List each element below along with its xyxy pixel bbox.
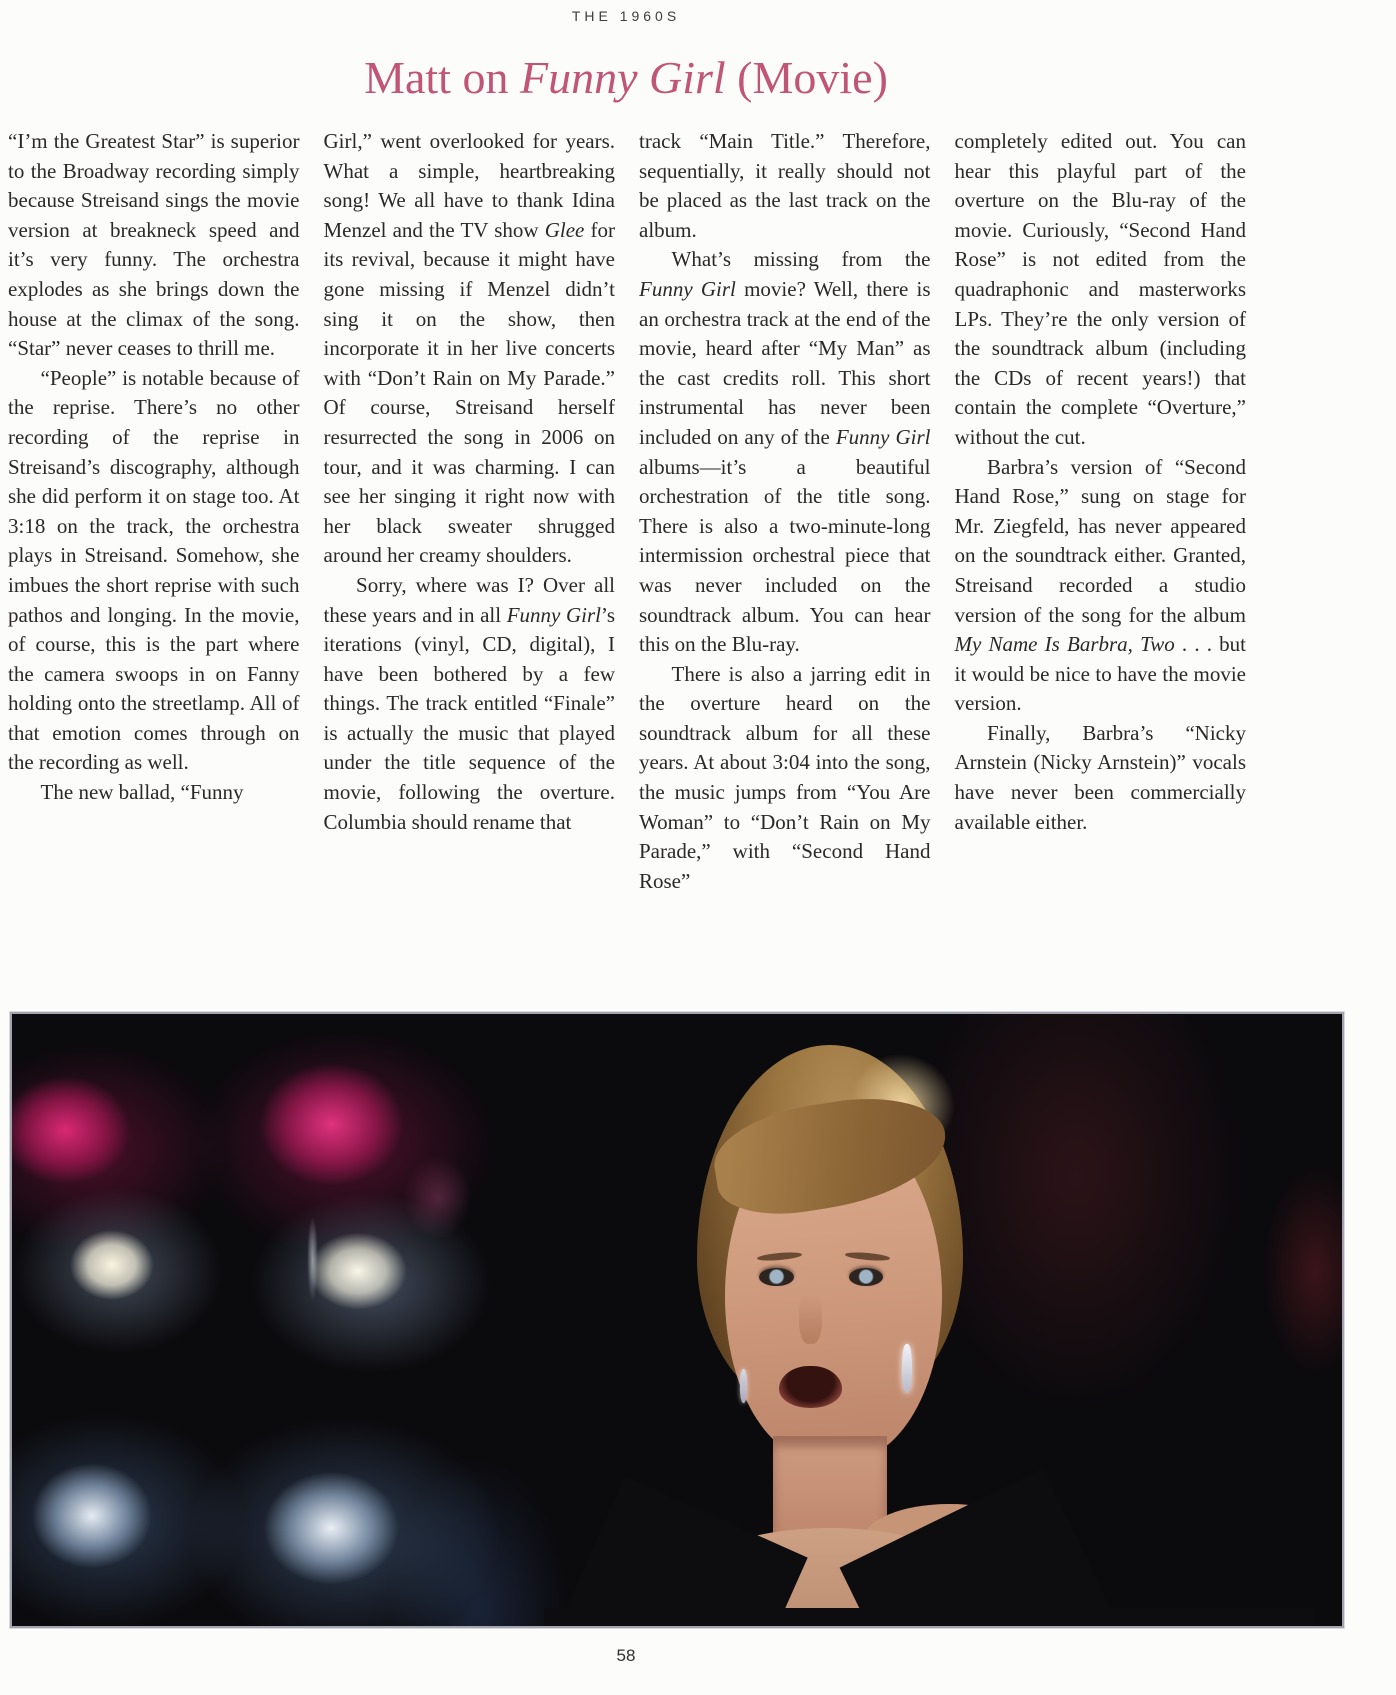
text-column-2: [324, 127, 616, 896]
text: Barbra’s version of “Second Hand Rose,” sung on stage for Mr. Ziegfeld, has never appeared on the soundtrack either. Granted, Streisand recorded a studio version of the song for the album: [954, 454, 1246, 627]
figure-nose: [799, 1289, 822, 1344]
text: completely edited out. You can hear this playful part of the overture on the Blu-ray of the movie. Curiously, “Second Hand Rose” is not edited from the quadraphonic and masterworks LPs. They’re the only version of the soundtrack album (including the CDs of recent years!) that contain the complete “Overture,” without the cut.: [954, 129, 1246, 449]
photo-frame: [10, 1012, 1344, 1628]
paragraph: [639, 127, 931, 245]
figure-dress-bottom: [544, 1608, 1315, 1626]
text: The new ballad, “Funny: [40, 780, 244, 805]
title-part: (Movie): [725, 52, 888, 103]
text-column-1: [8, 127, 300, 896]
article-title: [0, 50, 1252, 105]
italic-text: Glee: [544, 217, 585, 242]
figure-right-earring: [902, 1344, 913, 1393]
text: “People” is notable because of the reprise. There’s no other recording of the reprise in Streisand’s discography, although she did perform it on stage too. At 3:18 on the track, the orchestra plays in Streisand. Somehow, she imbues the short reprise with such pathos and longing. In the movie, of course, this is the part where the camera swoops in on Fanny holding onto the streetlamp. All of that emotion comes through on the recording as well.: [8, 365, 300, 775]
text: Sorry, where was I? Over all these years and in all: [323, 572, 615, 627]
paragraph: [8, 364, 300, 778]
italic-text: My Name Is Barbra, Two: [954, 632, 1175, 657]
paragraph: [8, 127, 300, 364]
paragraph: [8, 778, 300, 808]
title-part-italic: Funny Girl: [519, 52, 726, 103]
text: “I’m the Greatest Star” is superior to the Broadway recording simply because Streisand sings the movie version at breakneck speed and it’s very funny. The orchestra explodes as she brings down the house at the climax of the song. “Star” never ceases to thrill me.: [8, 129, 300, 361]
text: track “Main Title.” Therefore, sequentially, it really should not be placed as the last track on the album.: [639, 129, 931, 242]
italic-text: Funny Girl: [835, 424, 931, 449]
text: Finally, Barbra’s “Nicky Arnstein (Nicky Arnstein)” vocals have never been commercially available either.: [954, 720, 1246, 834]
text: . . . but it would be nice to have the movie version.: [954, 632, 1246, 716]
text: movie? Well, there is an orchestra track at the end of the movie, heard after “My Man” as the cast credits roll. This short instrumental has never been included on any of the: [639, 276, 931, 449]
paragraph: [955, 127, 1247, 453]
text: What’s missing from the: [671, 247, 931, 272]
figure-open-mouth: [779, 1366, 842, 1408]
page-number: 58: [616, 1646, 636, 1665]
text: albums—it’s a beautiful orchestration of the title song. There is also a two-minute-long intermission orchestral piece that was never included on the soundtrack album. You can hear this on the Blu-ray.: [639, 454, 931, 657]
paragraph: [955, 453, 1247, 719]
paragraph: [955, 719, 1247, 837]
title-part: Matt on: [364, 52, 520, 103]
article-columns: [8, 127, 1246, 896]
text: ’s iterations (vinyl, CD, digital), I have been bothered by a few things. The track entitled “Finale” is actually the music that played under the title sequence of the movie, following the overture. Columbia should rename that: [323, 602, 615, 834]
text: Girl,” went overlooked for years. What a simple, heartbreaking song! We all have to thank Idina Menzel and the TV show: [323, 129, 615, 242]
paragraph: [324, 571, 616, 837]
text-column-4: [955, 127, 1247, 896]
paragraph: [639, 245, 931, 659]
text-column-3: [639, 127, 931, 896]
paragraph: [324, 127, 616, 571]
italic-text: Funny Girl: [506, 602, 601, 627]
paragraph: [639, 660, 931, 897]
running-head: THE 1960S: [571, 8, 681, 24]
figure-left-earring: [740, 1369, 748, 1403]
barbra-streisand-photo: [12, 1014, 1342, 1626]
figure-dress-left: [560, 1476, 807, 1626]
text: There is also a jarring edit in the overture heard on the soundtrack album for all these years. At about 3:04 into the song, the music jumps from “You Are Woman” to “Don’t Rain on My Parade,” with “Second Hand Rose”: [639, 661, 931, 893]
text: for its revival, because it might have gone missing if Menzel didn’t sing it on the show, then incorporate it in her live concerts with “Don’t Rain on My Parade.” Of course, Streisand herself resurrected the song in 2006 on tour, and it was charming. I can see her singing it right now with her black sweater shrugged around her creamy shoulders.: [323, 217, 615, 568]
italic-text: Funny Girl: [639, 276, 736, 301]
